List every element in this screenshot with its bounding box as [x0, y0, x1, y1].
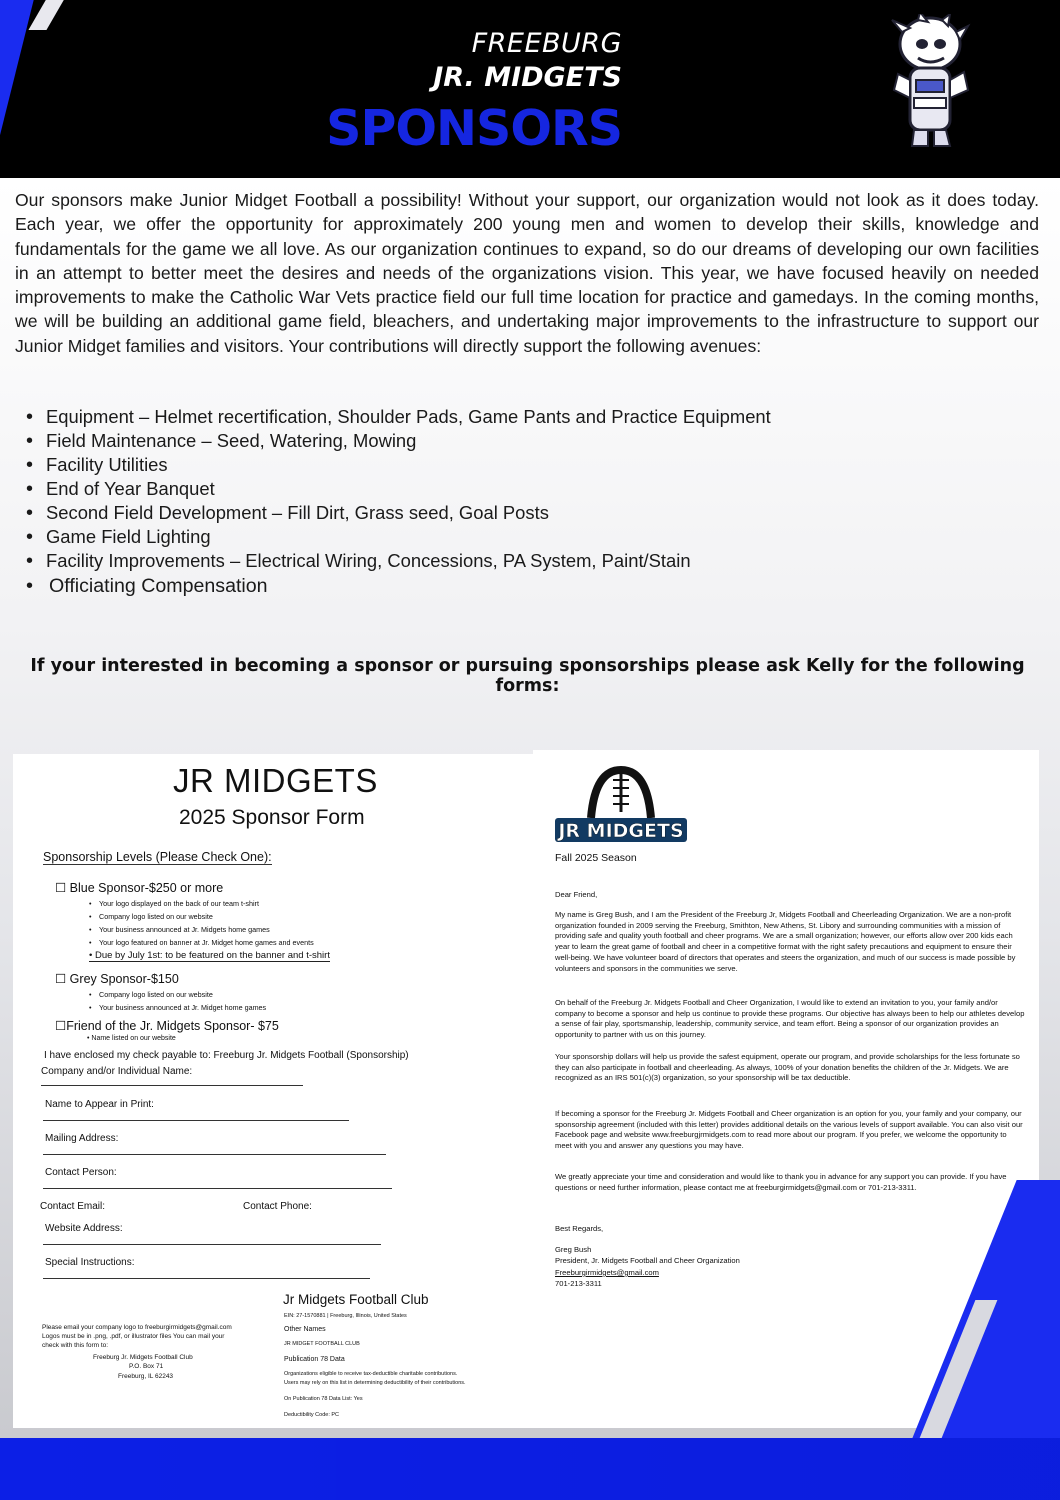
other-names-label: Other Names [284, 1326, 326, 1333]
header-banner [0, 0, 1060, 178]
mail-city: Freeburg, IL 62243 [118, 1373, 174, 1380]
special-instructions-label: Special Instructions: [45, 1257, 135, 1268]
due-date-note: • Due by July 1st: to be featured on the banner and t-shirt [89, 950, 330, 961]
intro-paragraph: Our sponsors make Junior Midget Football a possibility! Without your support, our organization would not look as it does today. Each year, we offer the opportunity for approximately 200 young men and women to develop their skills, knowledge and fundamentals for the game we all love. As our organization continues to expand, so do our dreams of developing our own facilities in an attempt to better meet the desires and needs of the organizations vision. This year, we have focused heavily on needed improvements to make the Catholic War Vets practice field our full time location for practice and gamedays. In the coming months, we will be building an additional game field, bleachers, and undertaking major improvements to the infrastructure to support our Junior Midget families and visitors. Your contributions will directly support the following avenues: [15, 190, 1039, 356]
signature-email: Freeburgirmidgets@gmail.com [555, 1268, 659, 1277]
logo-email-note: Please email your company logo to freeburgirmidgets@gmail.com [42, 1324, 232, 1331]
company-name-line [41, 1085, 303, 1086]
blue-benefits-list [89, 897, 314, 949]
form-subtitle: 2025 Sponsor Form [179, 806, 365, 829]
contact-person-line [43, 1188, 392, 1189]
sponsor-call-to-action: If your interested in becoming a sponsor or pursuing sponsorships please ask Kelly for the following forms: [30, 656, 1025, 696]
letter-paragraph: Your sponsorship dollars will help us provide the safest equipment, operate our program, and provide scholarships for the less fortunate so they can also participate in football and cheerleading. As always, 100% of your donation benefits the children of the Jr. Midgets. We are recognized as an IRS 501(c)(3) organization, so your sponsorship will be tax deductible. [555, 1052, 1020, 1083]
mail-check-note: check with this form to: [42, 1342, 109, 1349]
form-title: JR MIDGETS [173, 762, 378, 799]
avenue-item: • End of Year Banquet [24, 477, 924, 501]
grey-tier-option: ☐ Grey Sponsor-$150 [55, 972, 179, 986]
club-ein: EIN: 27-1570881 | Freeburg, Illinois, United States [284, 1313, 407, 1319]
header-town: FREEBURG [471, 28, 622, 59]
contact-person-label: Contact Person: [45, 1167, 117, 1178]
friend-tier-option: ☐Friend of the Jr. Midgets Sponsor- $75 [55, 1019, 279, 1033]
pub78-note-1: Organizations eligible to receive tax-deductible charitable contributions. [284, 1371, 458, 1377]
avenues-list [24, 405, 924, 598]
form-levels-heading: Sponsorship Levels (Please Check One): [43, 850, 272, 864]
contact-email-label: Contact Email: [40, 1201, 106, 1212]
letter-paragraph: If becoming a sponsor for the Freeburg Jr. Midgets Football and Cheer organization is an option for you, your family and your company, our sponsorship agreement (included with this letter) provides additional details on the various levels of support available. You can also visit our Facebook page and website www.freeburgjrmidgets.com to read more about our program. If you prefer, we welcome the opportunity to meet with you and answer any questions you may have. [555, 1109, 1023, 1151]
mail-po-box: P.O. Box 71 [129, 1363, 164, 1370]
benefit-item: • Company logo listed on our website [89, 910, 314, 923]
website-line [43, 1244, 381, 1245]
grey-benefits-list [89, 988, 266, 1014]
check-payable-text: I have enclosed my check payable to: Freeburg Jr. Midgets Football (Sponsorship) [44, 1050, 409, 1061]
blue-tier-option: ☐ Blue Sponsor-$250 or more [55, 881, 224, 895]
sponsor-form-image [13, 754, 533, 1428]
avenue-item: • Equipment – Helmet recertification, Shoulder Pads, Game Pants and Practice Equipment [24, 405, 924, 429]
mailing-address-label: Mailing Address: [45, 1133, 119, 1144]
avenue-item: • Facility Utilities [24, 453, 924, 477]
benefit-item: • Your logo featured on banner at Jr. Midget home games and events [89, 936, 314, 949]
mascot-icon [884, 14, 974, 150]
benefit-item: • Company logo listed on our website [89, 988, 266, 1001]
contact-phone-label: Contact Phone: [243, 1201, 312, 1212]
letter-season: Fall 2025 Season [555, 852, 637, 864]
benefit-item: • Your business announced at Jr. Midgets home games [89, 923, 314, 936]
letter-greeting: Dear Friend, [555, 890, 598, 899]
special-instructions-line [43, 1278, 370, 1279]
signature-phone: 701-213-3311 [555, 1279, 602, 1288]
print-name-label: Name to Appear in Print: [45, 1099, 154, 1110]
print-name-line [43, 1120, 349, 1121]
friend-benefit: • Name listed on our website [87, 1035, 176, 1042]
avenue-item: • Field Maintenance – Seed, Watering, Mowing [24, 429, 924, 453]
logo-text: JR MIDGETS [558, 820, 684, 842]
letter-paragraph: My name is Greg Bush, and I am the President of the Freeburg Jr, Midgets Football and Cheerleading Organization. We are a non-profit organization founded in 2009 serving the Freeburg, Smithton, New Athens, St. Libory and surrounding communities with a mission of providing safe and quality youth football and cheer programs. We are a small organization; however, our efforts allow over 200 kids each year to learn the great game of football and cheer in a competitive format with the right safety precautions and equipment to ensure their well-being. We have volunteer board of directors that operates and steers the organization, and much of our success is made possible by volunteers and sponsors in the communities we serve. [555, 910, 1016, 973]
pub78-note-2: Users may rely on this list in determining deductibility of their contributions. [284, 1380, 466, 1386]
website-label: Website Address: [45, 1223, 123, 1234]
deductibility-code: Deductibility Code: PC [284, 1412, 340, 1418]
letter-paragraph: On behalf of the Freeburg Jr. Midgets Football and Cheer Organization, I would like to extend an invitation to you, your family and/or company to become a sponsor and help us continue to provide these programs. Our objective has always been to help our athletes develop a sense of fair play, sportsmanship, leadership, community service, and team effort. Being a sponsor of our organization provides an opportunity to partner with us on this journey. [555, 998, 1025, 1040]
letter-closing: Best Regards, [555, 1224, 604, 1233]
avenue-item: • Game Field Lighting [24, 525, 924, 549]
signature-title: President, Jr. Midgets Football and Cheer Organization [555, 1256, 740, 1265]
letter-paragraph: We greatly appreciate your time and consideration and would like to thank you in advance for any support you can provide. If you have questions or need further information, please contact me at freeburgirmidgets@gmail.com or 701-213-3311. [555, 1172, 1007, 1192]
company-name-label: Company and/or Individual Name: [41, 1066, 193, 1077]
mailing-address-line [43, 1154, 386, 1155]
pub78-label: Publication 78 Data [284, 1356, 345, 1363]
header-silver-stripe [28, 0, 69, 30]
logo-format-note: Logos must be in .png, .pdf, or illustrator files You can mail your [42, 1333, 225, 1340]
benefit-item: • Your business announced at Jr. Midget home games [89, 1001, 266, 1014]
avenue-item: • Officiating Compensation [24, 574, 924, 598]
signature-name: Greg Bush [555, 1245, 592, 1254]
header-title: SPONSORS [326, 100, 622, 157]
avenue-item: • Second Field Development – Fill Dirt, Grass seed, Goal Posts [24, 501, 924, 525]
benefit-item: • Your logo displayed on the back of our team t-shirt [89, 897, 314, 910]
header-team: JR. MIDGETS [433, 62, 622, 93]
footer-shade [0, 1438, 1060, 1500]
jr-midgets-logo [551, 762, 691, 844]
avenue-item: • Facility Improvements – Electrical Wiring, Concessions, PA System, Paint/Stain [24, 549, 924, 573]
other-names-value: JR MIDGET FOOTBALL CLUB [284, 1341, 360, 1347]
club-name: Jr Midgets Football Club [283, 1292, 429, 1307]
mail-name: Freeburg Jr. Midgets Football Club [93, 1354, 193, 1361]
pub78-list-status: On Publication 78 Data List: Yes [284, 1396, 363, 1402]
